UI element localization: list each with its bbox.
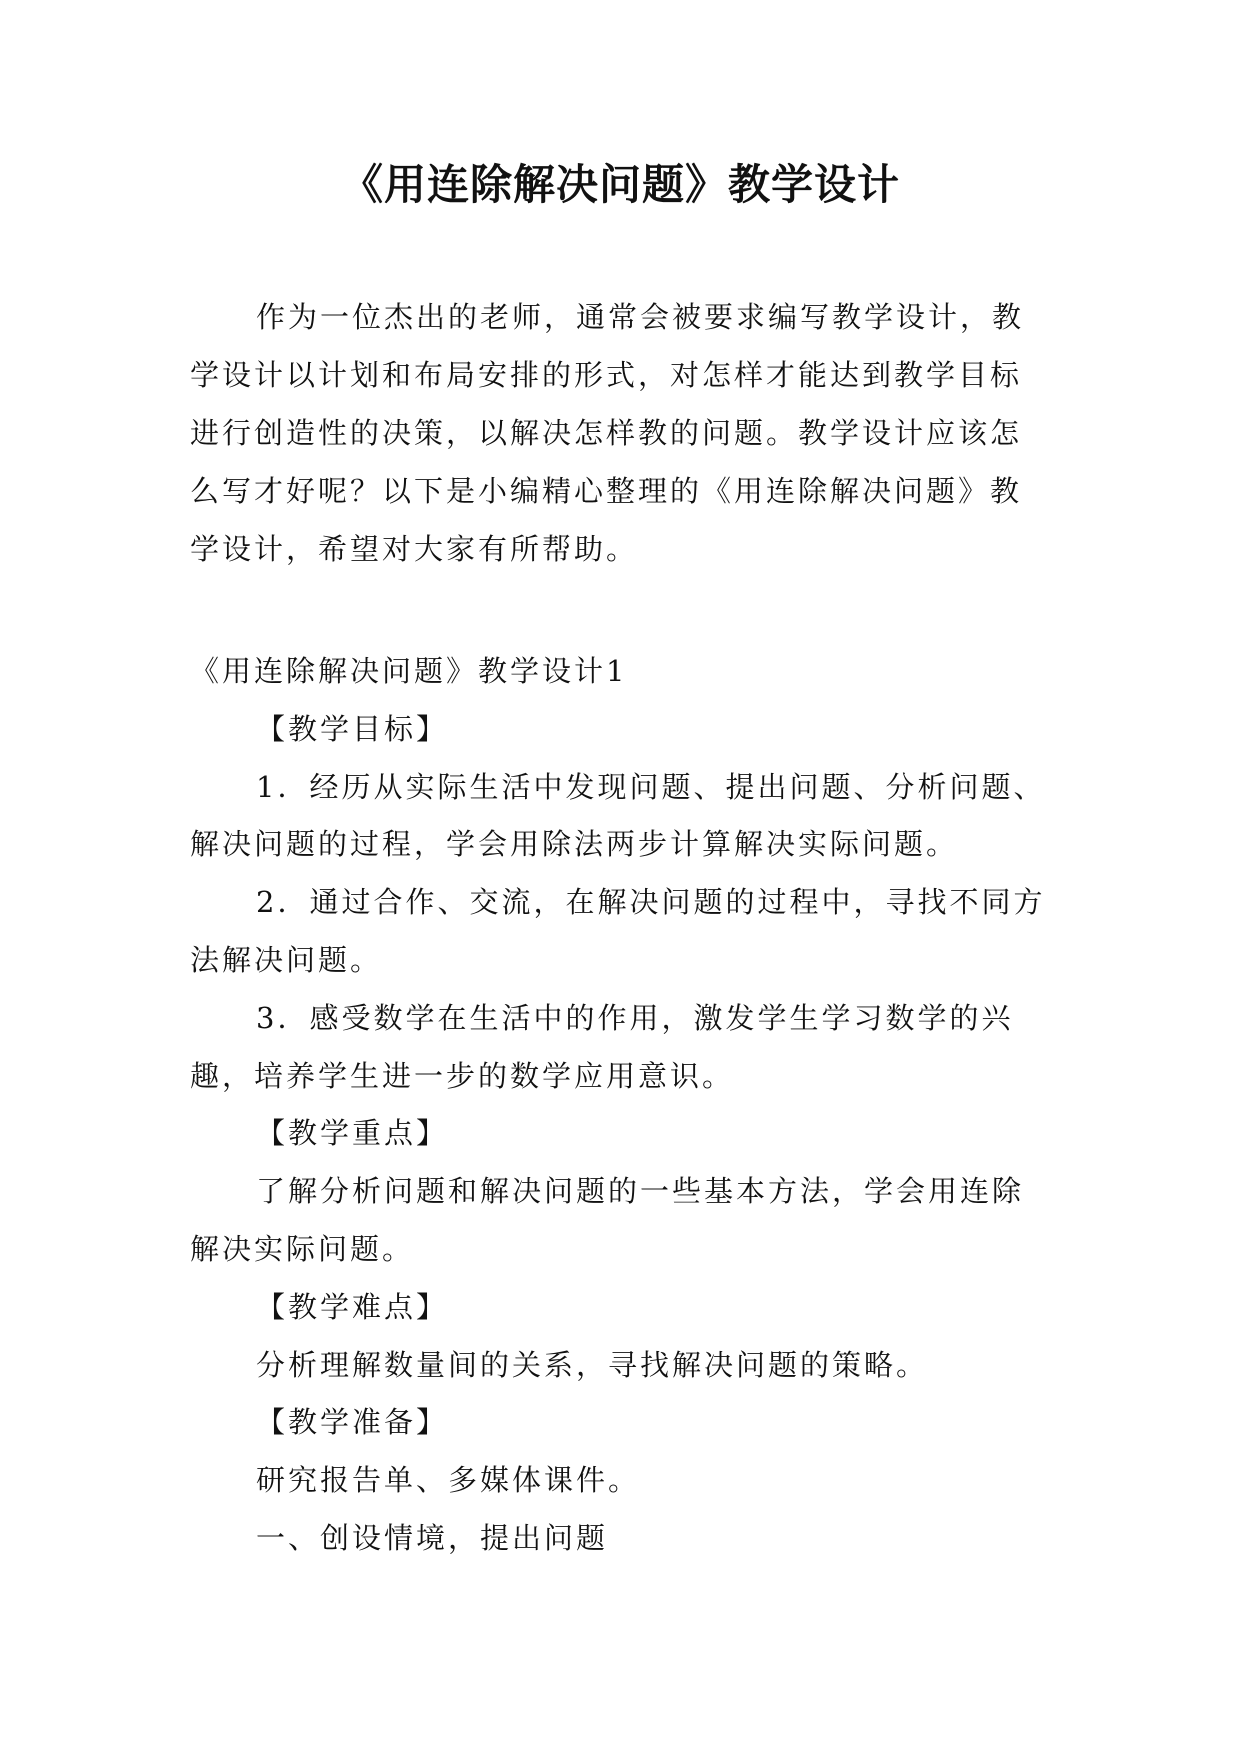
prep-text: 研究报告单、多媒体课件。 (256, 1463, 641, 1498)
goal-item-1: 1．经历从实际生活中发现问题、提出问题、分析问题、解决问题的过程，学会用除法两步计算解决实际问题。 (190, 769, 1046, 862)
intro-paragraph: 作为一位杰出的老师，通常会被要求编写教学设计，教学设计以计划和布局安排的形式，对怎样才能达到教学目标进行创造性的决策，以解决怎样教的问题。教学设计应该怎么写才好呢？以下是小编精心整理的《用连除解决问题》教学设计，希望对大家有所帮助。 (190, 300, 1025, 566)
document-content (190, 643, 1050, 1568)
goals-heading: 【教学目标】 (256, 711, 449, 746)
difficulty-text: 分析理解数量间的关系，寻找解决问题的策略。 (256, 1347, 929, 1382)
goal-item-2: 2．通过合作、交流，在解决问题的过程中，寻找不同方法解决问题。 (190, 885, 1046, 977)
focus-text: 了解分析问题和解决问题的一些基本方法，学会用连除解决实际问题。 (190, 1174, 1025, 1266)
prep-heading: 【教学准备】 (256, 1405, 449, 1440)
difficulty-heading: 【教学难点】 (256, 1289, 449, 1324)
document-title: 《用连除解决问题》教学设计 (340, 160, 900, 209)
section-title: 《用连除解决问题》教学设计1 (190, 654, 628, 688)
goal-item-3: 3．感受数学在生活中的作用，激发学生学习数学的兴趣，培养学生进一步的数学应用意识。 (190, 1000, 1014, 1093)
focus-heading: 【教学重点】 (256, 1116, 449, 1151)
step-1-heading: 一、创设情境，提出问题 (256, 1520, 609, 1555)
